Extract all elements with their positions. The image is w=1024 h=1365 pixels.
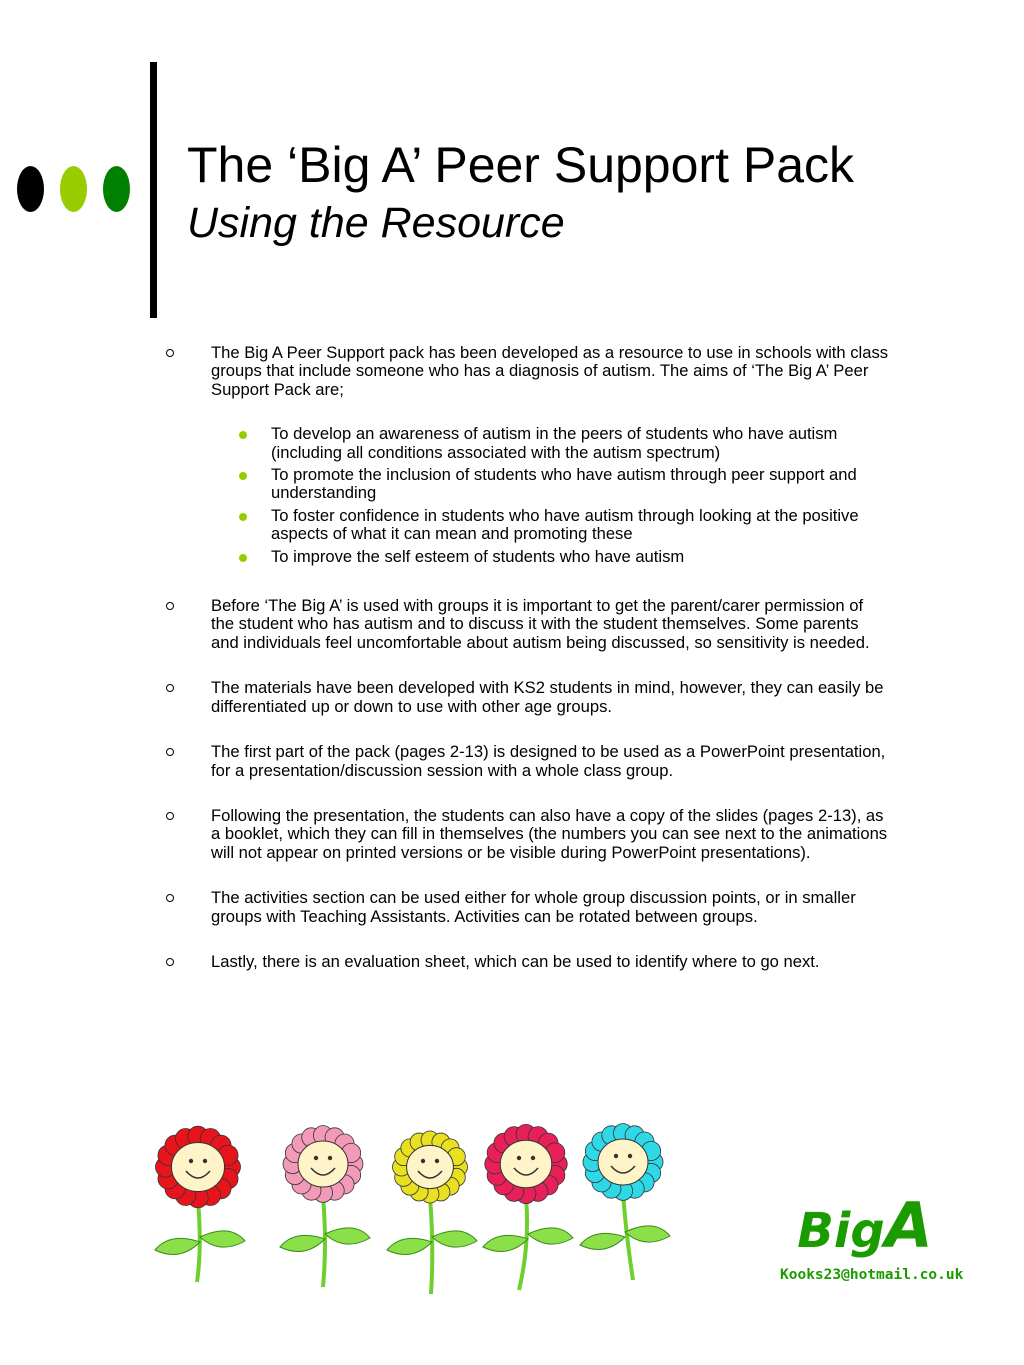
circle-bullet-icon bbox=[166, 349, 174, 357]
paragraph-text: The materials have been developed with KS2 students in mind, however, they can easily be differentiated up or down to use with other age groups. bbox=[211, 678, 884, 716]
paragraph-text: The activities section can be used either for whole group discussion points, or in smaller groups with Teaching Assistants. Activities can be rotated between groups. bbox=[211, 888, 856, 926]
flower-eye bbox=[314, 1156, 318, 1160]
list-item bbox=[160, 889, 890, 926]
flower-eye bbox=[517, 1156, 521, 1160]
smiling-flowers-illustration bbox=[145, 1122, 675, 1302]
contact-email: Kooks23@hotmail.co.uk bbox=[780, 1267, 964, 1283]
spacer bbox=[160, 570, 890, 597]
flower-eye bbox=[421, 1159, 425, 1163]
circle-bullet-icon bbox=[166, 958, 174, 966]
flower-leaf bbox=[155, 1238, 200, 1254]
flower-leaf bbox=[280, 1235, 325, 1251]
aim-text: To foster confidence in students who have autism through looking at the positive aspects of what it can mean and promoting these bbox=[271, 505, 859, 544]
flower-leaf bbox=[483, 1235, 528, 1251]
flower-stem bbox=[430, 1197, 432, 1294]
flower-leaf bbox=[387, 1238, 432, 1254]
aim-item bbox=[271, 466, 890, 503]
spacer bbox=[160, 652, 890, 679]
paragraph-text: Following the presentation, the students can also have a copy of the slides (pages 2-13), as a booklet, which they can fill in themselves (the numbers you can see next to the animations will not appear on printed versions or be visible during PowerPoint presentations). bbox=[211, 805, 888, 862]
flower-leaf bbox=[325, 1228, 370, 1244]
spacer bbox=[160, 716, 890, 743]
aim-item bbox=[271, 548, 890, 566]
flower-leaf bbox=[625, 1226, 670, 1242]
flower-face bbox=[500, 1140, 551, 1188]
flower-leaf bbox=[200, 1231, 245, 1247]
decorative-dot-green bbox=[103, 166, 130, 212]
aim-text: To promote the inclusion of students who have autism through peer support and understanding bbox=[271, 465, 857, 503]
green-bullet-icon bbox=[239, 554, 247, 562]
flower-stem bbox=[323, 1196, 325, 1287]
aim-item bbox=[271, 507, 890, 544]
list-item bbox=[160, 743, 890, 780]
circle-bullet-icon bbox=[166, 812, 174, 820]
flower-eye bbox=[328, 1156, 332, 1160]
page-title: The ‘Big A’ Peer Support Pack bbox=[187, 137, 855, 193]
circle-bullet-icon bbox=[166, 602, 174, 610]
flower-leaf bbox=[432, 1231, 477, 1247]
circle-bullet-icon bbox=[166, 684, 174, 692]
spacer bbox=[160, 862, 890, 889]
list-item bbox=[160, 807, 890, 862]
flower-eye bbox=[189, 1159, 193, 1163]
flower-face bbox=[298, 1141, 348, 1187]
page-subtitle: Using the Resource bbox=[187, 199, 565, 247]
green-bullet-icon bbox=[239, 472, 247, 480]
paragraph-text: The first part of the pack (pages 2-13) is designed to be used as a PowerPoint presentation, for a presentation/discussion session with a whole class group. bbox=[211, 742, 886, 780]
green-bullet-icon bbox=[239, 513, 247, 521]
flower-eye bbox=[614, 1154, 618, 1158]
flower-leaf bbox=[580, 1233, 625, 1249]
flower-eye bbox=[531, 1156, 535, 1160]
flower-eye bbox=[435, 1159, 439, 1163]
brand-logo: BigA bbox=[797, 1189, 933, 1262]
circle-bullet-icon bbox=[166, 894, 174, 902]
aim-item bbox=[271, 425, 890, 462]
aim-text: To improve the self esteem of students who have autism bbox=[271, 546, 685, 566]
flower-leaf bbox=[528, 1228, 573, 1244]
list-item-intro bbox=[160, 344, 890, 399]
spacer bbox=[160, 926, 890, 953]
title-divider-bar bbox=[150, 62, 157, 318]
aim-text: To develop an awareness of autism in the peers of students who have autism (including all conditions associated with the autism spectrum) bbox=[271, 424, 838, 462]
paragraph-text: Before ‘The Big A’ is used with groups it is important to get the parent/carer permission of the student who has autism and to discuss it with the student themselves. Some parents and individuals feel uncomfortable about autism being discussed, so sensitivity is needed. bbox=[211, 596, 870, 652]
flower-eye bbox=[628, 1154, 632, 1158]
list-item bbox=[160, 953, 890, 971]
flower-eye bbox=[203, 1159, 207, 1163]
flower-face bbox=[407, 1145, 454, 1188]
spacer bbox=[160, 780, 890, 807]
brand-block bbox=[780, 1189, 964, 1283]
main-content bbox=[160, 344, 890, 971]
list-item bbox=[160, 597, 890, 652]
flower-face bbox=[598, 1139, 648, 1185]
list-item bbox=[160, 679, 890, 716]
flower-face bbox=[171, 1143, 224, 1192]
decorative-dot-black bbox=[17, 166, 44, 212]
paragraph-text: The Big A Peer Support pack has been developed as a resource to use in schools with class groups that include someone who has a diagnosis of autism. The aims of ‘The Big A’ Peer Support Pack are; bbox=[211, 343, 889, 399]
green-bullet-icon bbox=[239, 431, 247, 439]
aims-list bbox=[160, 425, 890, 566]
paragraph-text: Lastly, there is an evaluation sheet, which can be used to identify where to go next. bbox=[211, 951, 820, 971]
decorative-dot-lime bbox=[60, 166, 87, 212]
circle-bullet-icon bbox=[166, 748, 174, 756]
